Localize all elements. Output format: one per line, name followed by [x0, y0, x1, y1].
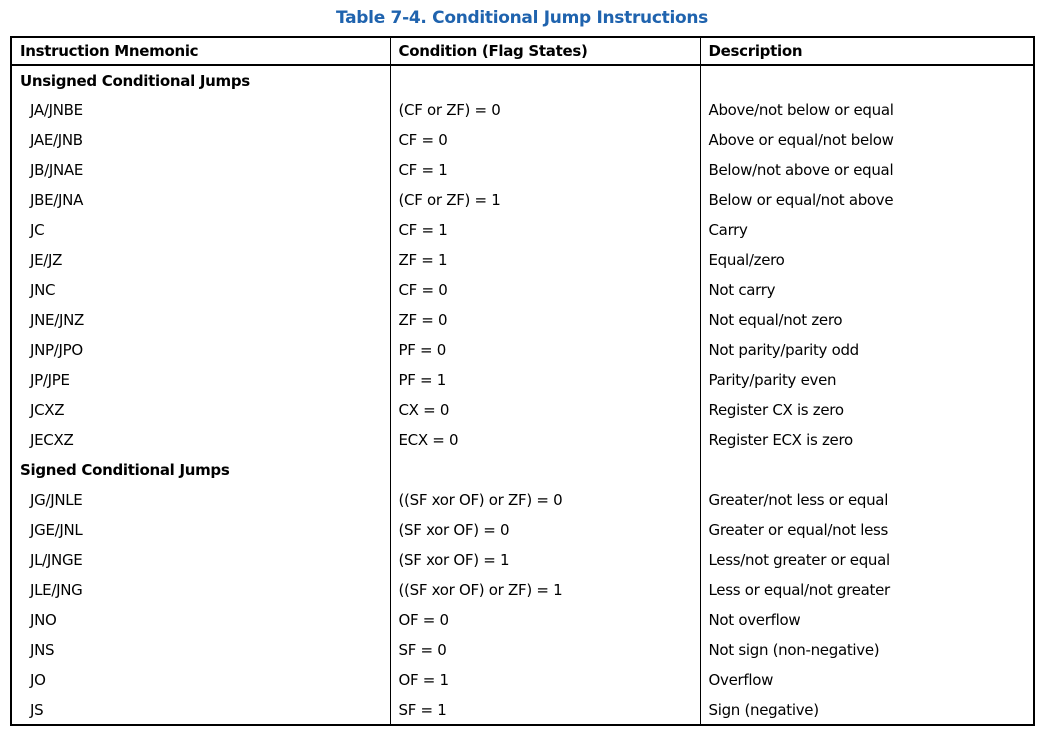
table-row: [11, 605, 1034, 635]
condition-cell: SF = 0: [390, 635, 700, 665]
section-blank-cell: [700, 65, 1034, 95]
condition-cell: PF = 1: [390, 365, 700, 395]
table-row: [11, 155, 1034, 185]
condition-cell: OF = 0: [390, 605, 700, 635]
table-row: [11, 395, 1034, 425]
mnemonic-cell: JB/JNAE: [11, 155, 390, 185]
table-row: [11, 185, 1034, 215]
table-row: [11, 665, 1034, 695]
description-cell: Above/not below or equal: [700, 95, 1034, 125]
description-cell: Register ECX is zero: [700, 425, 1034, 455]
section-title-signed: Signed Conditional Jumps: [11, 455, 390, 485]
description-cell: Above or equal/not below: [700, 125, 1034, 155]
mnemonic-cell: JNS: [11, 635, 390, 665]
mnemonic-cell: JS: [11, 695, 390, 725]
table-row: [11, 635, 1034, 665]
description-cell: Less or equal/not greater: [700, 575, 1034, 605]
mnemonic-cell: JO: [11, 665, 390, 695]
description-cell: Not sign (non-negative): [700, 635, 1034, 665]
description-cell: Less/not greater or equal: [700, 545, 1034, 575]
condition-cell: ECX = 0: [390, 425, 700, 455]
table-row: [11, 305, 1034, 335]
description-cell: Sign (negative): [700, 695, 1034, 725]
section-blank-cell: [700, 455, 1034, 485]
description-cell: Not overflow: [700, 605, 1034, 635]
table-caption: Table 7-4. Conditional Jump Instructions: [336, 8, 708, 28]
mnemonic-cell: JLE/JNG: [11, 575, 390, 605]
table-row: [11, 245, 1034, 275]
mnemonic-cell: JNO: [11, 605, 390, 635]
header-description: Description: [700, 37, 1034, 65]
condition-cell: CX = 0: [390, 395, 700, 425]
mnemonic-cell: JL/JNGE: [11, 545, 390, 575]
mnemonic-cell: JP/JPE: [11, 365, 390, 395]
mnemonic-cell: JG/JNLE: [11, 485, 390, 515]
table-row: [11, 545, 1034, 575]
mnemonic-cell: JBE/JNA: [11, 185, 390, 215]
condition-cell: (SF xor OF) = 1: [390, 545, 700, 575]
table-row: [11, 275, 1034, 305]
condition-cell: ((SF xor OF) or ZF) = 1: [390, 575, 700, 605]
description-cell: Overflow: [700, 665, 1034, 695]
condition-cell: CF = 0: [390, 275, 700, 305]
table-row: [11, 515, 1034, 545]
table-row: [11, 335, 1034, 365]
condition-cell: ((SF xor OF) or ZF) = 0: [390, 485, 700, 515]
description-cell: Register CX is zero: [700, 395, 1034, 425]
table-body: [11, 65, 1034, 725]
section-blank-cell: [390, 455, 700, 485]
mnemonic-cell: JNP/JPO: [11, 335, 390, 365]
mnemonic-cell: JE/JZ: [11, 245, 390, 275]
description-cell: Carry: [700, 215, 1034, 245]
description-cell: Below/not above or equal: [700, 155, 1034, 185]
table-row: [11, 365, 1034, 395]
condition-cell: CF = 1: [390, 155, 700, 185]
table-row: [11, 215, 1034, 245]
mnemonic-cell: JCXZ: [11, 395, 390, 425]
condition-cell: ZF = 0: [390, 305, 700, 335]
mnemonic-cell: JGE/JNL: [11, 515, 390, 545]
conditional-jump-table: [10, 36, 1035, 726]
condition-cell: (SF xor OF) = 0: [390, 515, 700, 545]
table-row: [11, 95, 1034, 125]
condition-cell: (CF or ZF) = 0: [390, 95, 700, 125]
header-condition: Condition (Flag States): [390, 37, 700, 65]
mnemonic-cell: JECXZ: [11, 425, 390, 455]
mnemonic-cell: JNC: [11, 275, 390, 305]
table-row: [11, 125, 1034, 155]
condition-cell: CF = 0: [390, 125, 700, 155]
description-cell: Below or equal/not above: [700, 185, 1034, 215]
table-row: [11, 425, 1034, 455]
header-row: [11, 37, 1034, 65]
section-row-unsigned: [11, 65, 1034, 95]
table-row: [11, 575, 1034, 605]
description-cell: Not carry: [700, 275, 1034, 305]
description-cell: Not parity/parity odd: [700, 335, 1034, 365]
condition-cell: CF = 1: [390, 215, 700, 245]
section-blank-cell: [390, 65, 700, 95]
table-row: [11, 485, 1034, 515]
mnemonic-cell: JAE/JNB: [11, 125, 390, 155]
table-row: [11, 695, 1034, 725]
description-cell: Equal/zero: [700, 245, 1034, 275]
section-row-signed: [11, 455, 1034, 485]
mnemonic-cell: JA/JNBE: [11, 95, 390, 125]
section-title-unsigned: Unsigned Conditional Jumps: [11, 65, 390, 95]
condition-cell: ZF = 1: [390, 245, 700, 275]
condition-cell: (CF or ZF) = 1: [390, 185, 700, 215]
description-cell: Not equal/not zero: [700, 305, 1034, 335]
mnemonic-cell: JC: [11, 215, 390, 245]
header-mnemonic: Instruction Mnemonic: [11, 37, 390, 65]
condition-cell: SF = 1: [390, 695, 700, 725]
condition-cell: OF = 1: [390, 665, 700, 695]
condition-cell: PF = 0: [390, 335, 700, 365]
description-cell: Greater/not less or equal: [700, 485, 1034, 515]
mnemonic-cell: JNE/JNZ: [11, 305, 390, 335]
description-cell: Greater or equal/not less: [700, 515, 1034, 545]
description-cell: Parity/parity even: [700, 365, 1034, 395]
